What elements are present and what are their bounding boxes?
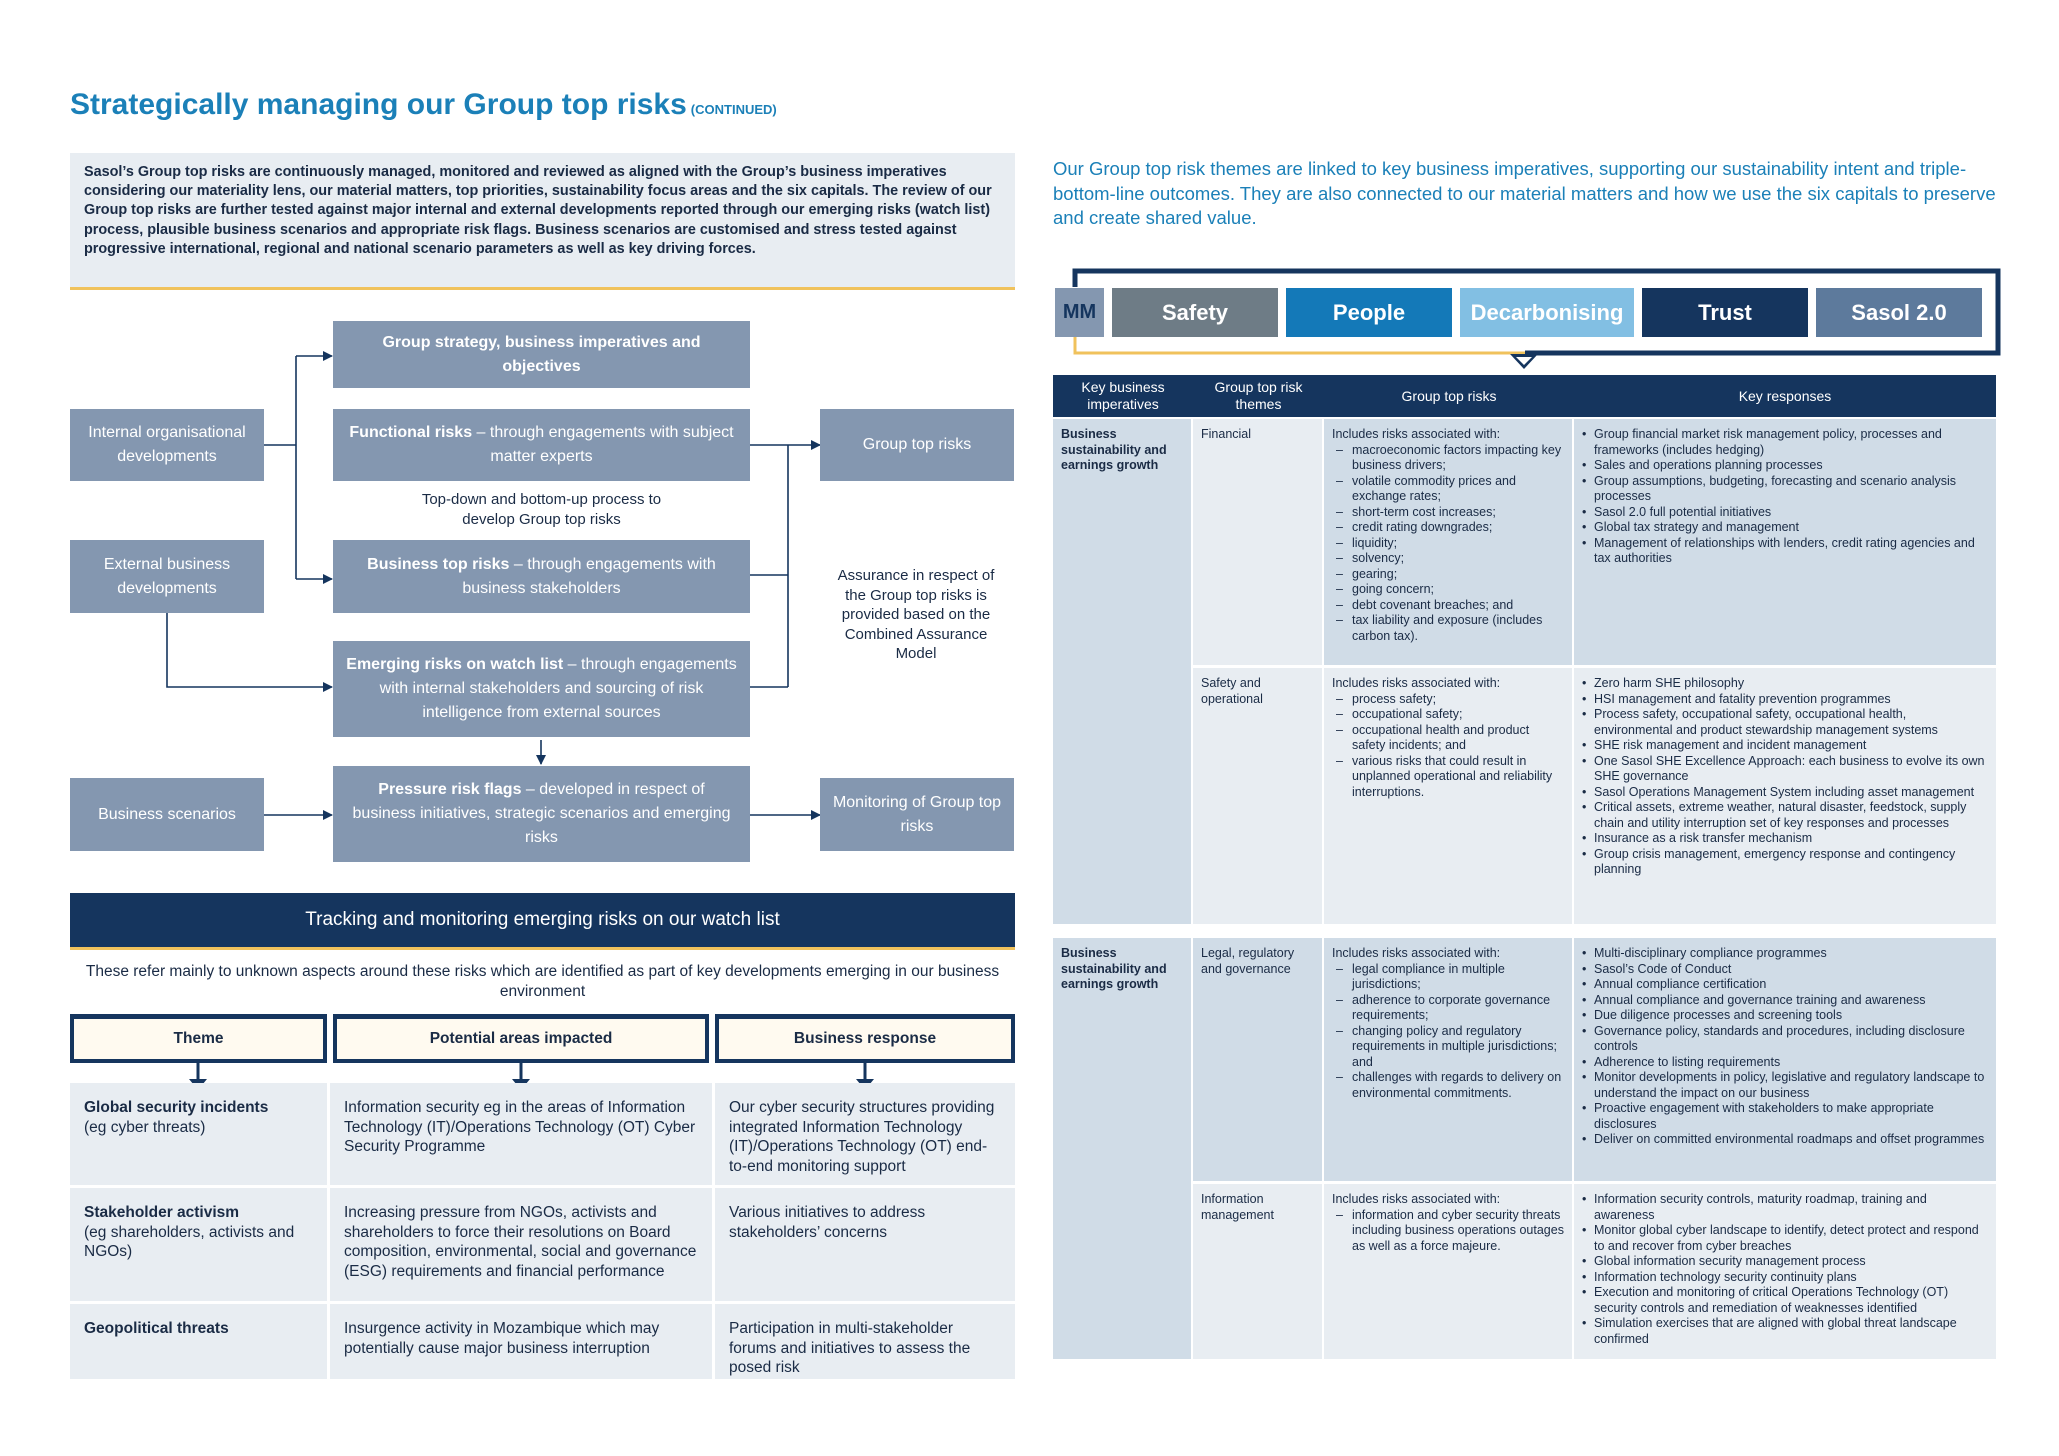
list-item: • Proactive engagement with stakeholders to make appropriate disclosures bbox=[1582, 1101, 1988, 1132]
theme-decarbonising: Decarbonising bbox=[1460, 288, 1634, 337]
list-item: – legal compliance in multiple jurisdictions; bbox=[1332, 962, 1564, 993]
list-item: – macroeconomic factors impacting key business drivers; bbox=[1332, 443, 1564, 474]
watch-header-response: Business response bbox=[715, 1014, 1015, 1063]
external-developments-box: External business developments bbox=[70, 540, 264, 613]
watch-row-response: Various initiatives to address stakeholders’ concerns bbox=[715, 1188, 1015, 1301]
col-header-themes: Group top risk themes bbox=[1193, 375, 1324, 417]
watch-row-theme: Geopolitical threats bbox=[70, 1304, 327, 1379]
watch-row-response: Our cyber security structures providing integrated Information Technology (IT)/Operations Technology (OT) end-to-end monitoring support bbox=[715, 1083, 1015, 1185]
list-item: • HSI management and fatality prevention programmes bbox=[1582, 692, 1988, 708]
theme-sasol-2: Sasol 2.0 bbox=[1816, 288, 1982, 337]
list-item: – occupational safety; bbox=[1332, 707, 1564, 723]
list-item: • Insurance as a risk transfer mechanism bbox=[1582, 831, 1988, 847]
risks-cell: Includes risks associated with: – process safety; – occupational safety; – occupational health and product safety incidents; and – various risks that could result in unplanned operational and reliability interruptions. bbox=[1324, 668, 1572, 924]
page-title: Strategically managing our Group top risks (CONTINUED) bbox=[70, 88, 777, 121]
list-item: • Global information security management process bbox=[1582, 1254, 1988, 1270]
group-top-risks-box: Group top risks bbox=[820, 409, 1014, 481]
risk-theme-cell: Safety and operational bbox=[1193, 668, 1322, 924]
watch-row-response: Participation in multi-stakeholder forums and initiatives to assess the posed risk bbox=[715, 1304, 1015, 1379]
list-item: • Sales and operations planning processes bbox=[1582, 458, 1988, 474]
list-item: • Monitor global cyber landscape to identify, detect protect and respond to and recover from cyber breaches bbox=[1582, 1223, 1988, 1254]
business-top-risks-box: Business top risks – through engagements with business stakeholders bbox=[333, 540, 750, 613]
list-item: • Sasol Operations Management System including asset management bbox=[1582, 785, 1988, 801]
theme-safety: Safety bbox=[1112, 288, 1278, 337]
list-item: – changing policy and regulatory requirements in multiple jurisdictions; and bbox=[1332, 1024, 1564, 1071]
responses-cell bbox=[1574, 938, 1996, 1181]
list-item: – volatile commodity prices and exchange rates; bbox=[1332, 474, 1564, 505]
list-item: • Information security controls, maturity roadmap, training and awareness bbox=[1582, 1192, 1988, 1223]
list-item: – process safety; bbox=[1332, 692, 1564, 708]
list-item: • Process safety, occupational safety, occupational health, environmental and product stewardship management systems bbox=[1582, 707, 1988, 738]
list-item: • SHE risk management and incident management bbox=[1582, 738, 1988, 754]
pressure-risk-flags-box: Pressure risk flags – developed in respect of business initiatives, strategic scenarios and emerging risks bbox=[333, 766, 750, 862]
internal-developments-box: Internal organisational developments bbox=[70, 409, 264, 481]
list-item: – gearing; bbox=[1332, 567, 1564, 583]
intro-paragraph: Sasol’s Group top risks are continuously managed, monitored and reviewed as aligned with the Group’s business imperatives considering our materiality lens, our material matters, top priorities, sustainability focus areas and the six capitals. The review of our Group top risks are further tested against major internal and external developments reported through our emerging risks (watch list) process, plausible business scenarios and appropriate risk flags. Business scenarios are customised and stress tested against progressive international, regional and national scenario parameters as well as key driving forces. bbox=[70, 153, 1015, 290]
list-item: • Group financial market risk management policy, processes and frameworks (includes hedging) bbox=[1582, 427, 1988, 458]
risk-theme-cell: Information management bbox=[1193, 1184, 1322, 1359]
risk-theme-cell: Legal, regulatory and governance bbox=[1193, 938, 1322, 1181]
responses-cell bbox=[1574, 668, 1996, 924]
list-item: • One Sasol SHE Excellence Approach: each business to evolve its own SHE governance bbox=[1582, 754, 1988, 785]
list-item: – credit rating downgrades; bbox=[1332, 520, 1564, 536]
list-item: • Sasol’s Code of Conduct bbox=[1582, 962, 1988, 978]
theme-trust: Trust bbox=[1642, 288, 1808, 337]
watch-row-theme: Global security incidents (eg cyber threats) bbox=[70, 1083, 327, 1185]
list-item: • Critical assets, extreme weather, natural disaster, feedstock, supply chain and utility interruption set of key responses and processes bbox=[1582, 800, 1988, 831]
watch-header-impacted: Potential areas impacted bbox=[333, 1014, 709, 1063]
list-item: • Multi-disciplinary compliance programmes bbox=[1582, 946, 1988, 962]
list-item: – challenges with regards to delivery on environmental commitments. bbox=[1332, 1070, 1564, 1101]
list-item: • Zero harm SHE philosophy bbox=[1582, 676, 1988, 692]
emerging-risks-box: Emerging risks on watch list – through engagements with internal stakeholders and sourcing of risk intelligence from external sources bbox=[333, 641, 750, 737]
list-item: • Execution and monitoring of critical Operations Technology (OT) security controls and remediation of weaknesses identified bbox=[1582, 1285, 1988, 1316]
list-item: • Management of relationships with lenders, credit rating agencies and tax authorities bbox=[1582, 536, 1988, 567]
list-item: – various risks that could result in unplanned operational and reliability interruptions. bbox=[1332, 754, 1564, 801]
list-item: • Deliver on committed environmental roadmaps and offset programmes bbox=[1582, 1132, 1988, 1148]
list-item: – adherence to corporate governance requirements; bbox=[1332, 993, 1564, 1024]
list-item: • Annual compliance certification bbox=[1582, 977, 1988, 993]
right-intro: Our Group top risk themes are linked to key business imperatives, supporting our sustainability intent and triple-bottom-line outcomes. They are also connected to our material matters and how we use the six capitals to preserve and create shared value. bbox=[1053, 158, 1996, 228]
list-item: – going concern; bbox=[1332, 582, 1564, 598]
responses-cell bbox=[1574, 1184, 1996, 1359]
risks-cell: Includes risks associated with: – legal compliance in multiple jurisdictions; – adherence to corporate governance requirements; – changing policy and regulatory requirements in multiple jurisdictions; and – challenges with regards to delivery on environmental commitments. bbox=[1324, 938, 1572, 1181]
col-header-responses: Key responses bbox=[1574, 375, 1996, 417]
list-item: • Information technology security continuity plans bbox=[1582, 1270, 1988, 1286]
theme-people: People bbox=[1286, 288, 1452, 337]
watch-row-impact: Increasing pressure from NGOs, activists and shareholders to force their resolutions on Board composition, environmental, social and governance (ESG) requirements and financial performance bbox=[330, 1188, 712, 1301]
business-scenarios-box: Business scenarios bbox=[70, 778, 264, 851]
watch-row-theme: Stakeholder activism (eg shareholders, activists and NGOs) bbox=[70, 1188, 327, 1301]
mm-badge: MM bbox=[1055, 288, 1104, 337]
col-header-risks: Group top risks bbox=[1324, 375, 1574, 417]
process-note: Top-down and bottom-up process to develop Group top risks bbox=[421, 491, 662, 528]
risk-theme-cell: Financial bbox=[1193, 419, 1322, 665]
responses-cell bbox=[1574, 419, 1996, 665]
list-item: – information and cyber security threats including business operations outages as well as a force majeure. bbox=[1332, 1208, 1564, 1255]
imperative-cell: Business sustainability and earnings growth bbox=[1053, 938, 1191, 1359]
list-item: • Due diligence processes and screening tools bbox=[1582, 1008, 1988, 1024]
col-header-imperatives: Key business imperatives bbox=[1053, 375, 1193, 417]
risks-cell: Includes risks associated with: – information and cyber security threats including business operations outages as well as a force majeure. bbox=[1324, 1184, 1572, 1359]
monitoring-box: Monitoring of Group top risks bbox=[820, 778, 1014, 851]
watch-header-theme: Theme bbox=[70, 1014, 327, 1063]
list-item: – tax liability and exposure (includes carbon tax). bbox=[1332, 613, 1564, 644]
list-item: • Monitor developments in policy, legislative and regulatory landscape to understand the impact on our business bbox=[1582, 1070, 1988, 1101]
list-item: • Adherence to listing requirements bbox=[1582, 1055, 1988, 1071]
list-item: – liquidity; bbox=[1332, 536, 1564, 552]
watch-row-impact: Information security eg in the areas of Information Technology (IT)/Operations Technology (OT) Cyber Security Programme bbox=[330, 1083, 712, 1185]
list-item: – occupational health and product safety incidents; and bbox=[1332, 723, 1564, 754]
group-strategy-box: Group strategy, business imperatives and objectives bbox=[333, 321, 750, 388]
list-item: • Governance policy, standards and procedures, including disclosure controls bbox=[1582, 1024, 1988, 1055]
list-item: • Global tax strategy and management bbox=[1582, 520, 1988, 536]
watch-list-note: These refer mainly to unknown aspects around these risks which are identified as part of key developments emerging in our business environment bbox=[85, 963, 1000, 1000]
list-item: • Annual compliance and governance training and awareness bbox=[1582, 993, 1988, 1009]
list-item: • Group assumptions, budgeting, forecasting and scenario analysis processes bbox=[1582, 474, 1988, 505]
assurance-note: Assurance in respect of the Group top risks is provided based on the Combined Assurance Model bbox=[837, 567, 995, 662]
list-item: – debt covenant breaches; and bbox=[1332, 598, 1564, 614]
functional-risks-box: Functional risks – through engagements with subject matter experts bbox=[333, 409, 750, 481]
risks-cell: Includes risks associated with: – macroeconomic factors impacting key business drivers; – volatile commodity prices and exchange rates; – short-term cost increases; – credit rating downgrades; – liquidity; – solvency; – gearing; – going concern; – debt covenant breaches; and – tax liability and exposure (includes carbon tax). bbox=[1324, 419, 1572, 665]
list-item: • Group crisis management, emergency response and contingency planning bbox=[1582, 847, 1988, 878]
watch-list-title: Tracking and monitoring emerging risks on our watch list bbox=[70, 893, 1015, 950]
list-item: • Simulation exercises that are aligned with global threat landscape confirmed bbox=[1582, 1316, 1988, 1347]
list-item: – short-term cost increases; bbox=[1332, 505, 1564, 521]
watch-row-impact: Insurgence activity in Mozambique which may potentially cause major business interruption bbox=[330, 1304, 712, 1379]
imperative-cell: Business sustainability and earnings growth bbox=[1053, 419, 1191, 924]
list-item: – solvency; bbox=[1332, 551, 1564, 567]
continued-label: (CONTINUED) bbox=[690, 102, 777, 117]
list-item: • Sasol 2.0 full potential initiatives bbox=[1582, 505, 1988, 521]
